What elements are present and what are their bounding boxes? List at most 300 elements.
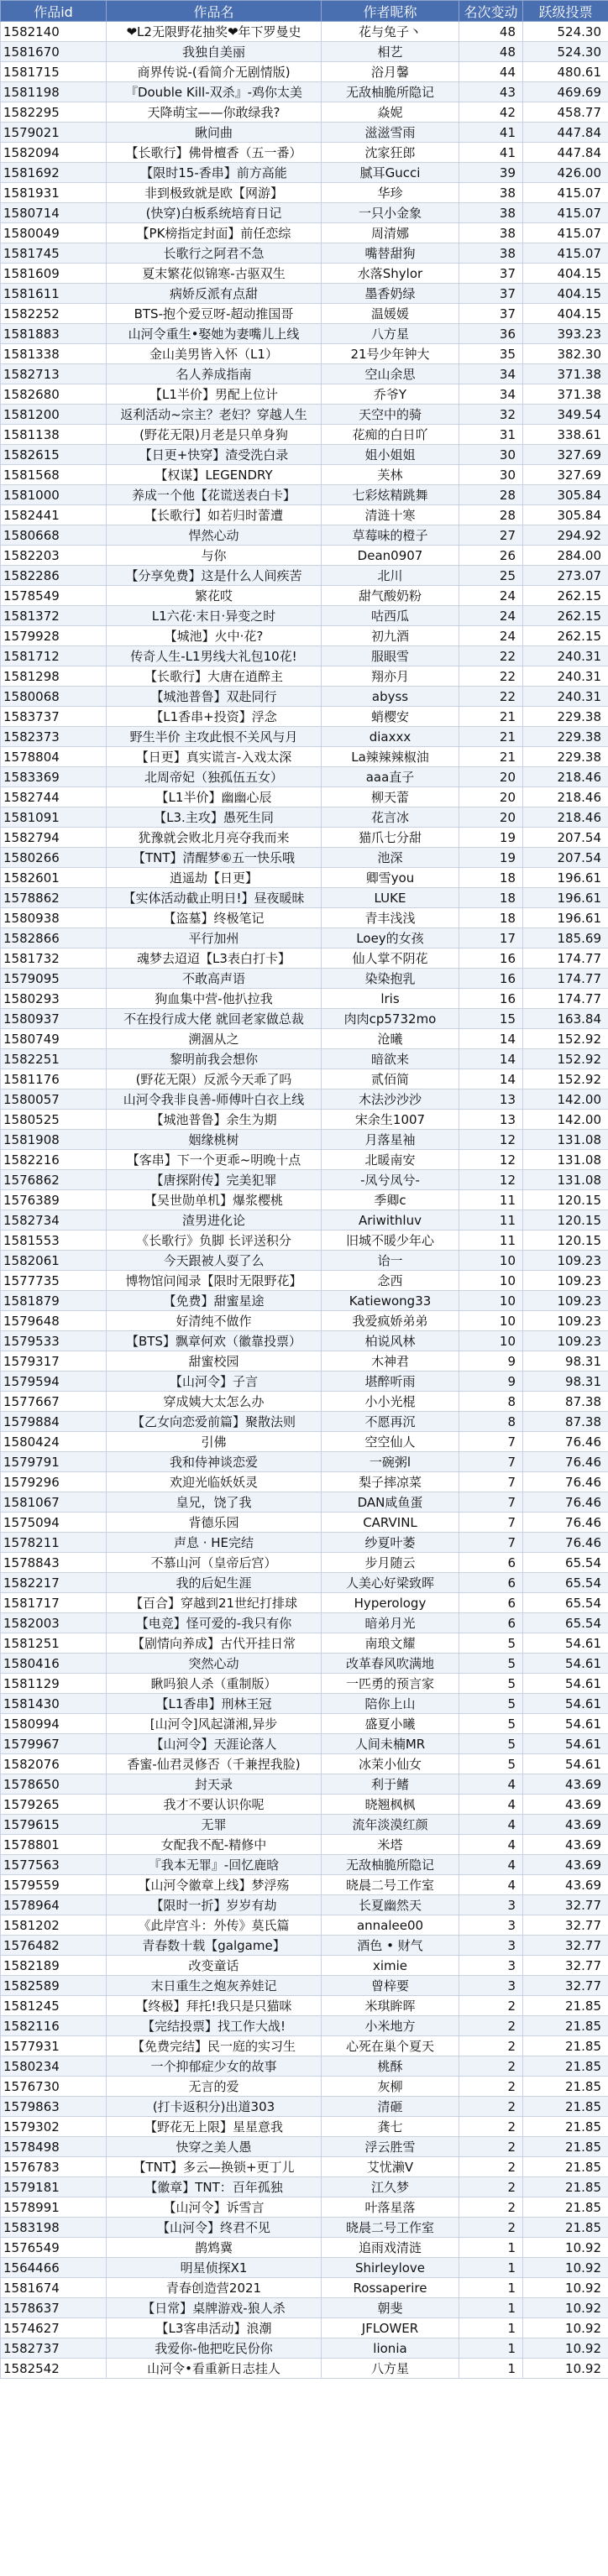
work-id-cell: 1581372 — [1, 606, 107, 626]
table-row[interactable] — [1, 2197, 608, 2218]
author-name-cell: 暗欲来 — [322, 1049, 459, 1069]
work-title-cell: 黎明前我会想你 — [107, 1049, 322, 1069]
rank-change-cell: 11 — [459, 1231, 523, 1251]
work-title-cell: 不在投行成大佬 就回老家做总裁 — [107, 1009, 322, 1029]
rank-change-cell: 4 — [459, 1875, 523, 1895]
author-name-cell: 桃酥 — [322, 2056, 459, 2077]
work-id-cell: 1578549 — [1, 586, 107, 606]
author-name-cell: 周清娜 — [322, 223, 459, 243]
work-title-cell: 【限时15-香串】前方高能 — [107, 163, 322, 183]
table-row[interactable] — [1, 1170, 608, 1190]
jump-votes-cell: 218.46 — [523, 787, 608, 807]
work-title-cell: 魂梦去迢迢【L3表白打卡】 — [107, 948, 322, 969]
table-row[interactable] — [1, 606, 608, 626]
table-row[interactable] — [1, 1815, 608, 1835]
table-row[interactable] — [1, 2298, 608, 2318]
table-row[interactable] — [1, 62, 608, 82]
table-row[interactable] — [1, 223, 608, 243]
work-id-cell: 1577563 — [1, 1855, 107, 1875]
work-title-cell: 【实体活动截止明日!】昼夜暖昧 — [107, 888, 322, 908]
table-row[interactable] — [1, 1835, 608, 1855]
work-title-cell: (快穿)白板系统培育日记 — [107, 203, 322, 223]
work-id-cell: 1582373 — [1, 727, 107, 747]
table-row[interactable] — [1, 2157, 608, 2177]
table-row[interactable] — [1, 888, 608, 908]
table-row[interactable] — [1, 1956, 608, 1976]
work-id-cell: 1575094 — [1, 1513, 107, 1533]
author-name-cell: 翔亦月 — [322, 666, 459, 687]
work-title-cell: 香蜜-仙君灵修否（千兼捏我脸) — [107, 1754, 322, 1774]
author-name-cell: 空空仙人 — [322, 1432, 459, 1452]
author-name-cell: 清砸 — [322, 2097, 459, 2117]
work-title-cell: 山河令我非良善-师傅叶白衣上线 — [107, 1089, 322, 1110]
work-title-cell: 【客串】下一个更乖~明晚十点 — [107, 1150, 322, 1170]
table-row[interactable] — [1, 2177, 608, 2197]
work-title-cell: 山河令重生•娶她为妻嘴儿上线 — [107, 324, 322, 344]
work-id-cell: 1581430 — [1, 1694, 107, 1714]
work-id-cell: 1578637 — [1, 2298, 107, 2318]
jump-votes-cell: 43.69 — [523, 1875, 608, 1895]
table-row[interactable] — [1, 525, 608, 546]
table-row[interactable] — [1, 1936, 608, 1956]
jump-votes-cell: 142.00 — [523, 1110, 608, 1130]
work-id-cell: 1576482 — [1, 1936, 107, 1956]
jump-votes-cell: 207.54 — [523, 848, 608, 868]
jump-votes-cell: 207.54 — [523, 828, 608, 848]
work-id-cell: 1582203 — [1, 546, 107, 566]
work-id-cell: 1582295 — [1, 102, 107, 123]
work-title-cell: 我独自美丽 — [107, 42, 322, 62]
table-row[interactable] — [1, 2016, 608, 2036]
author-name-cell: 八方星 — [322, 2359, 459, 2379]
table-row[interactable] — [1, 1774, 608, 1795]
rank-change-cell: 2 — [459, 2117, 523, 2137]
table-row[interactable] — [1, 1593, 608, 1613]
work-id-cell: 1582601 — [1, 868, 107, 888]
table-row[interactable] — [1, 1553, 608, 1573]
work-title-cell: 鹊鸩冀 — [107, 2238, 322, 2258]
table-row[interactable] — [1, 868, 608, 888]
table-row[interactable] — [1, 1875, 608, 1895]
jump-votes-cell: 120.15 — [523, 1190, 608, 1210]
author-name-cell: 诒一 — [322, 1251, 459, 1271]
table-row[interactable] — [1, 1573, 608, 1593]
jump-votes-cell: 76.46 — [523, 1472, 608, 1492]
work-title-cell: 【城池普鲁】余生为期 — [107, 1110, 322, 1130]
header-author-name[interactable]: 作者昵称 — [322, 1, 459, 22]
table-row[interactable] — [1, 123, 608, 143]
rank-change-cell: 28 — [459, 485, 523, 505]
table-row[interactable] — [1, 969, 608, 989]
jump-votes-cell: 371.38 — [523, 364, 608, 384]
table-row[interactable] — [1, 143, 608, 163]
rank-change-cell: 32 — [459, 405, 523, 425]
rank-change-cell: 42 — [459, 102, 523, 123]
work-title-cell: 无罪 — [107, 1815, 322, 1835]
work-title-cell: 【山河令徽章上线】梦浮殇 — [107, 1875, 322, 1895]
table-row[interactable] — [1, 787, 608, 807]
table-row[interactable] — [1, 384, 608, 405]
work-title-cell: 【电竞】怪可爱的-我只有你 — [107, 1613, 322, 1633]
table-row[interactable] — [1, 364, 608, 384]
jump-votes-cell: 120.15 — [523, 1210, 608, 1231]
work-title-cell: 山河令•看重新日志挂人 — [107, 2359, 322, 2379]
table-row[interactable] — [1, 1513, 608, 1533]
work-title-cell: 【日常】桌牌游戏-狼人杀 — [107, 2298, 322, 2318]
table-row[interactable] — [1, 1392, 608, 1412]
table-row[interactable] — [1, 848, 608, 868]
table-row[interactable] — [1, 1130, 608, 1150]
author-name-cell: 北暖南安 — [322, 1150, 459, 1170]
author-name-cell: abyss — [322, 687, 459, 707]
rank-change-cell: 16 — [459, 969, 523, 989]
jump-votes-cell: 174.77 — [523, 948, 608, 969]
table-row[interactable] — [1, 22, 608, 42]
work-id-cell: 1581715 — [1, 62, 107, 82]
rank-change-cell: 2 — [459, 2097, 523, 2117]
work-id-cell: 1581712 — [1, 646, 107, 666]
table-row[interactable] — [1, 1633, 608, 1654]
table-row[interactable] — [1, 1533, 608, 1553]
rank-change-cell: 6 — [459, 1593, 523, 1613]
jump-votes-cell: 65.54 — [523, 1613, 608, 1633]
table-row[interactable] — [1, 928, 608, 948]
work-title-cell: 改变童话 — [107, 1956, 322, 1976]
table-row[interactable] — [1, 1674, 608, 1694]
author-name-cell: 陪你上山 — [322, 1694, 459, 1714]
work-id-cell: 1580749 — [1, 1029, 107, 1049]
jump-votes-cell: 10.92 — [523, 2238, 608, 2258]
rank-change-cell: 1 — [459, 2298, 523, 2318]
author-name-cell: 贰佰简 — [322, 1069, 459, 1089]
header-rank-change[interactable]: 名次变动 — [459, 1, 523, 22]
table-row[interactable] — [1, 344, 608, 364]
table-row[interactable] — [1, 1613, 608, 1633]
table-row[interactable] — [1, 2056, 608, 2077]
table-row[interactable] — [1, 1855, 608, 1875]
jump-votes-cell: 185.69 — [523, 928, 608, 948]
jump-votes-cell: 404.15 — [523, 284, 608, 304]
table-row[interactable] — [1, 707, 608, 727]
rank-change-cell: 7 — [459, 1533, 523, 1553]
table-row[interactable] — [1, 2137, 608, 2157]
jump-votes-cell: 262.15 — [523, 626, 608, 646]
table-row[interactable] — [1, 2238, 608, 2258]
table-row[interactable] — [1, 163, 608, 183]
author-name-cell: 酒色 • 财气 — [322, 1936, 459, 1956]
work-id-cell: 1579884 — [1, 1412, 107, 1432]
table-row[interactable] — [1, 1734, 608, 1754]
jump-votes-cell: 447.84 — [523, 123, 608, 143]
work-title-cell: 平行加州 — [107, 928, 322, 948]
rank-change-cell: 44 — [459, 62, 523, 82]
work-title-cell: 瞅吗狼人杀（重制版） — [107, 1674, 322, 1694]
table-row[interactable] — [1, 1714, 608, 1734]
work-title-cell: 【权谋】LEGENDRY — [107, 465, 322, 485]
rank-change-cell: 22 — [459, 646, 523, 666]
author-name-cell: 水落Shylor — [322, 264, 459, 284]
table-row[interactable] — [1, 264, 608, 284]
jump-votes-cell: 98.31 — [523, 1351, 608, 1372]
table-row[interactable] — [1, 546, 608, 566]
rank-change-cell: 24 — [459, 586, 523, 606]
table-row[interactable] — [1, 284, 608, 304]
work-id-cell: 1580937 — [1, 1009, 107, 1029]
rank-change-cell: 19 — [459, 848, 523, 868]
table-row[interactable] — [1, 1895, 608, 1915]
table-row[interactable] — [1, 405, 608, 425]
jump-votes-cell: 10.92 — [523, 2318, 608, 2338]
table-row[interactable] — [1, 566, 608, 586]
table-row[interactable] — [1, 1231, 608, 1251]
work-id-cell: 1581931 — [1, 183, 107, 203]
table-row[interactable] — [1, 1150, 608, 1170]
work-id-cell: 1577735 — [1, 1271, 107, 1291]
author-name-cell: 一碗粥l — [322, 1452, 459, 1472]
work-id-cell: 1564466 — [1, 2258, 107, 2278]
rank-change-cell: 21 — [459, 747, 523, 767]
work-id-cell: 1582734 — [1, 1210, 107, 1231]
author-name-cell: 21号少年钟大 — [322, 344, 459, 364]
table-row[interactable] — [1, 767, 608, 787]
rank-change-cell: 10 — [459, 1291, 523, 1311]
table-row[interactable] — [1, 203, 608, 223]
table-row[interactable] — [1, 807, 608, 828]
jump-votes-cell: 240.31 — [523, 646, 608, 666]
author-name-cell: 米塔 — [322, 1835, 459, 1855]
author-name-cell: 宋余生1007 — [322, 1110, 459, 1130]
table-row[interactable] — [1, 687, 608, 707]
rank-change-cell: 7 — [459, 1452, 523, 1472]
work-id-cell: 1581200 — [1, 405, 107, 425]
table-row[interactable] — [1, 1412, 608, 1432]
table-row[interactable] — [1, 948, 608, 969]
table-row[interactable] — [1, 646, 608, 666]
table-row[interactable] — [1, 2359, 608, 2379]
work-id-cell: 1581717 — [1, 1593, 107, 1613]
work-title-cell: 病娇反派有点甜 — [107, 284, 322, 304]
work-id-cell: 1582866 — [1, 928, 107, 948]
work-id-cell: 1581745 — [1, 243, 107, 264]
table-row[interactable] — [1, 666, 608, 687]
table-row[interactable] — [1, 727, 608, 747]
jump-votes-cell: 305.84 — [523, 505, 608, 525]
jump-votes-cell: 43.69 — [523, 1815, 608, 1835]
table-row[interactable] — [1, 42, 608, 62]
table-row[interactable] — [1, 1915, 608, 1936]
work-title-cell: 声息 · HE完结 — [107, 1533, 322, 1553]
table-row[interactable] — [1, 908, 608, 928]
rank-change-cell: 28 — [459, 505, 523, 525]
header-work-id[interactable]: 作品id — [1, 1, 107, 22]
table-row[interactable] — [1, 2117, 608, 2137]
author-name-cell: 晓翘枫枫 — [322, 1795, 459, 1815]
jump-votes-cell: 32.77 — [523, 1915, 608, 1936]
table-row[interactable] — [1, 1029, 608, 1049]
table-row[interactable] — [1, 1089, 608, 1110]
table-row[interactable] — [1, 445, 608, 465]
author-name-cell: 盛夏小曦 — [322, 1714, 459, 1734]
table-row[interactable] — [1, 1372, 608, 1392]
table-row[interactable] — [1, 586, 608, 606]
rank-change-cell: 21 — [459, 727, 523, 747]
rank-change-cell: 22 — [459, 687, 523, 707]
jump-votes-cell: 415.07 — [523, 223, 608, 243]
rank-change-cell: 2 — [459, 2218, 523, 2238]
rank-change-cell: 38 — [459, 183, 523, 203]
table-row[interactable] — [1, 1190, 608, 1210]
table-row[interactable] — [1, 1110, 608, 1130]
table-row[interactable] — [1, 102, 608, 123]
jump-votes-cell: 43.69 — [523, 1835, 608, 1855]
jump-votes-cell: 338.61 — [523, 425, 608, 445]
table-row[interactable] — [1, 1492, 608, 1513]
jump-votes-cell: 240.31 — [523, 666, 608, 687]
work-title-cell: 一个抑郁症少女的故事 — [107, 2056, 322, 2077]
work-id-cell: 1574627 — [1, 2318, 107, 2338]
table-row[interactable] — [1, 2036, 608, 2056]
author-name-cell: 染染抱乳 — [322, 969, 459, 989]
jump-votes-cell: 76.46 — [523, 1432, 608, 1452]
table-row[interactable] — [1, 1069, 608, 1089]
table-row[interactable] — [1, 1432, 608, 1452]
author-name-cell: 利于鳍 — [322, 1774, 459, 1795]
work-id-cell: 1580424 — [1, 1432, 107, 1452]
rank-change-cell: 31 — [459, 425, 523, 445]
work-id-cell: 1577667 — [1, 1392, 107, 1412]
table-row[interactable] — [1, 2318, 608, 2338]
author-name-cell: 纱夏叶萎 — [322, 1533, 459, 1553]
work-title-cell: 我才不要认识你呢 — [107, 1795, 322, 1815]
table-row[interactable] — [1, 747, 608, 767]
table-row[interactable] — [1, 1291, 608, 1311]
table-row[interactable] — [1, 1311, 608, 1331]
jump-votes-cell: 415.07 — [523, 243, 608, 264]
table-row[interactable] — [1, 505, 608, 525]
work-title-cell: 青春创造营2021 — [107, 2278, 322, 2298]
table-row[interactable] — [1, 989, 608, 1009]
rank-change-cell: 1 — [459, 2318, 523, 2338]
work-id-cell: 1581611 — [1, 284, 107, 304]
table-row[interactable] — [1, 1472, 608, 1492]
table-row[interactable] — [1, 1049, 608, 1069]
work-id-cell: 1582589 — [1, 1976, 107, 1996]
author-name-cell: 柳天蕾 — [322, 787, 459, 807]
rank-change-cell: 38 — [459, 223, 523, 243]
table-row[interactable] — [1, 485, 608, 505]
jump-votes-cell: 458.77 — [523, 102, 608, 123]
author-name-cell: 季卿c — [322, 1190, 459, 1210]
table-row[interactable] — [1, 1251, 608, 1271]
author-name-cell: 姐小姐姐 — [322, 445, 459, 465]
rank-change-cell: 34 — [459, 384, 523, 405]
author-name-cell: 空山余思 — [322, 364, 459, 384]
work-id-cell: 1579615 — [1, 1815, 107, 1835]
work-id-cell: 1582061 — [1, 1251, 107, 1271]
work-id-cell: 1580234 — [1, 2056, 107, 2077]
jump-votes-cell: 404.15 — [523, 304, 608, 324]
jump-votes-cell: 109.23 — [523, 1291, 608, 1311]
author-name-cell: Shirleylove — [322, 2258, 459, 2278]
rank-change-cell: 8 — [459, 1392, 523, 1412]
table-row[interactable] — [1, 243, 608, 264]
header-work-title[interactable]: 作品名 — [107, 1, 322, 22]
table-row[interactable] — [1, 828, 608, 848]
work-id-cell: 1579594 — [1, 1372, 107, 1392]
table-row[interactable] — [1, 324, 608, 344]
author-name-cell: 改革春风吹满地 — [322, 1654, 459, 1674]
header-jump-votes[interactable]: 跃级投票 — [523, 1, 608, 22]
table-row[interactable] — [1, 1271, 608, 1291]
table-row[interactable] — [1, 1996, 608, 2016]
rank-change-cell: 10 — [459, 1251, 523, 1271]
table-row[interactable] — [1, 82, 608, 102]
work-id-cell: 1579181 — [1, 2177, 107, 2197]
author-name-cell: 青丰浅浅 — [322, 908, 459, 928]
work-id-cell: 1582251 — [1, 1049, 107, 1069]
table-row[interactable] — [1, 425, 608, 445]
table-row[interactable] — [1, 183, 608, 203]
table-row[interactable] — [1, 1210, 608, 1231]
table-row[interactable] — [1, 1331, 608, 1351]
table-row[interactable] — [1, 1694, 608, 1714]
table-row[interactable] — [1, 2338, 608, 2359]
author-name-cell: 草莓味的橙子 — [322, 525, 459, 546]
work-title-cell: 非到极致就是欧【网游】 — [107, 183, 322, 203]
table-row[interactable] — [1, 1009, 608, 1029]
jump-votes-cell: 54.61 — [523, 1754, 608, 1774]
work-id-cell: 1578991 — [1, 2197, 107, 2218]
work-title-cell: 长歌行之阿君不急 — [107, 243, 322, 264]
rank-change-cell: 41 — [459, 143, 523, 163]
table-row[interactable] — [1, 1351, 608, 1372]
jump-votes-cell: 218.46 — [523, 767, 608, 787]
rank-change-cell: 2 — [459, 2077, 523, 2097]
table-row[interactable] — [1, 465, 608, 485]
table-row[interactable] — [1, 304, 608, 324]
jump-votes-cell: 229.38 — [523, 707, 608, 727]
table-row[interactable] — [1, 2077, 608, 2097]
table-row[interactable] — [1, 1754, 608, 1774]
work-title-cell: 皇兄，饶了我 — [107, 1492, 322, 1513]
jump-votes-cell: 480.61 — [523, 62, 608, 82]
author-name-cell: 墨香奶绿 — [322, 284, 459, 304]
table-row[interactable] — [1, 2278, 608, 2298]
work-id-cell: 1582140 — [1, 22, 107, 42]
table-row[interactable] — [1, 1452, 608, 1472]
table-row[interactable] — [1, 2258, 608, 2278]
jump-votes-cell: 32.77 — [523, 1936, 608, 1956]
rank-change-cell: 13 — [459, 1089, 523, 1110]
rank-change-cell: 5 — [459, 1754, 523, 1774]
table-row[interactable] — [1, 1795, 608, 1815]
jump-votes-cell: 21.85 — [523, 2097, 608, 2117]
work-title-cell: 【吴世勋单机】爆浆樱桃 — [107, 1190, 322, 1210]
work-id-cell: 1582441 — [1, 505, 107, 525]
table-row[interactable] — [1, 1654, 608, 1674]
table-row[interactable] — [1, 2097, 608, 2117]
work-title-cell: (野花无限）反派今天乖了吗 — [107, 1069, 322, 1089]
work-id-cell: 1582713 — [1, 364, 107, 384]
table-row[interactable] — [1, 1976, 608, 1996]
rank-change-cell: 16 — [459, 948, 523, 969]
work-title-cell: 我的后妃生涯 — [107, 1573, 322, 1593]
work-title-cell: 【山河令】诉雪言 — [107, 2197, 322, 2218]
author-name-cell: 一只小金象 — [322, 203, 459, 223]
work-title-cell: 渣男进化论 — [107, 1210, 322, 1231]
table-row[interactable] — [1, 2218, 608, 2238]
table-row[interactable] — [1, 626, 608, 646]
